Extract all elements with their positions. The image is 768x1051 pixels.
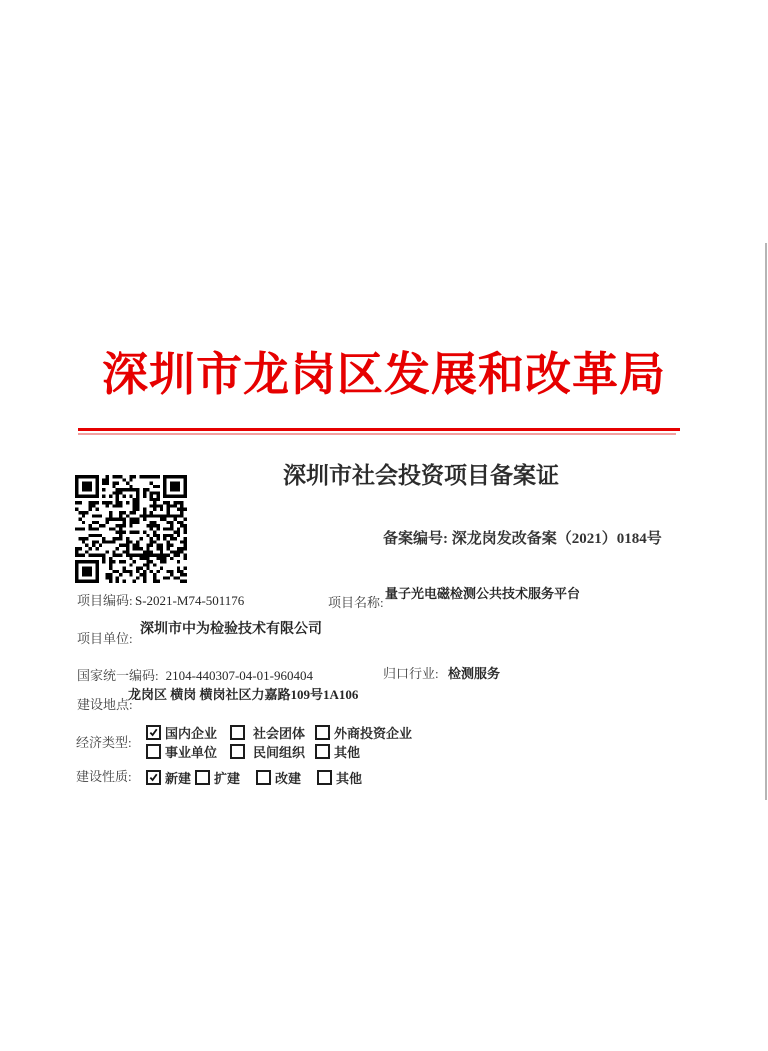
checkbox-icon <box>317 770 332 785</box>
masthead-rule-thin <box>78 433 676 435</box>
checkbox-option-social-group <box>230 723 305 742</box>
checkbox-option-label: 改建 <box>275 771 302 786</box>
checkbox-option-label: 其他 <box>336 771 363 786</box>
location-label: 建设地点: <box>77 697 133 712</box>
checkbox-option-nature-other <box>317 768 362 787</box>
construction-nature-label: 建设性质: <box>76 769 132 784</box>
project-code-label: 项目编码: <box>77 593 133 608</box>
checkbox-option-new-construction <box>146 768 191 787</box>
location-value: 龙岗区 横岗 横岗社区力嘉路109号1A106 <box>128 687 359 702</box>
checkbox-option-label: 其他 <box>334 745 361 760</box>
national-code-label: 国家统一编码: <box>77 668 159 683</box>
filing-number-value: 深龙岗发改备案（2021）0184号 <box>451 531 662 547</box>
project-unit-value: 深圳市中为检验技术有限公司 <box>140 622 322 637</box>
checkbox-icon <box>146 770 161 785</box>
checkbox-icon <box>230 744 245 759</box>
industry-value: 检测服务 <box>448 666 501 681</box>
checkbox-option-label: 民间组织 <box>253 745 306 760</box>
industry-label: 归口行业: <box>383 666 439 681</box>
checkbox-option-label: 外商投资企业 <box>334 726 413 741</box>
project-name-label: 项目名称: <box>328 595 384 610</box>
economic-type-label: 经济类型: <box>76 735 132 750</box>
project-unit-label: 项目单位: <box>77 631 133 646</box>
checkbox-option-public-institution <box>146 742 217 761</box>
checkbox-icon <box>256 770 271 785</box>
agency-title: 深圳市龙岗区发展和改革局 <box>102 349 666 400</box>
checkbox-icon <box>195 770 210 785</box>
national-code-value: 2104-440307-04-01-960404 <box>165 668 313 683</box>
project-name-value: 量子光电磁检测公共技术服务平台 <box>385 586 581 601</box>
qr-code-image <box>75 475 187 583</box>
checkbox-option-label: 扩建 <box>214 771 241 786</box>
checkbox-option-label: 新建 <box>165 771 192 786</box>
checkbox-icon <box>146 725 161 740</box>
checkbox-icon <box>146 744 161 759</box>
checkbox-icon <box>230 725 245 740</box>
certificate-title: 深圳市社会投资项目备案证 <box>283 463 559 488</box>
filing-number-label: 备案编号: <box>383 531 448 547</box>
checkbox-option-label: 国内企业 <box>165 726 218 741</box>
checkbox-option-economic-other <box>315 742 360 761</box>
filing-number-line <box>383 531 662 548</box>
national-code-row <box>77 667 313 685</box>
masthead-rule-thick <box>78 428 680 431</box>
checkbox-option-label: 社会团体 <box>253 726 306 741</box>
qr-code <box>75 475 187 583</box>
check-icon <box>149 773 158 782</box>
checkbox-icon <box>315 725 330 740</box>
checkbox-icon <box>315 744 330 759</box>
checkbox-option-foreign-invested <box>315 723 412 742</box>
checkbox-option-domestic-enterprise <box>146 723 217 742</box>
project-code-value: S-2021-M74-501176 <box>135 593 245 608</box>
checkbox-option-label: 事业单位 <box>165 745 218 760</box>
checkbox-option-civil-organization <box>230 742 305 761</box>
checkbox-option-expansion <box>195 768 240 787</box>
check-icon <box>149 728 158 737</box>
checkbox-option-reconstruction <box>256 768 301 787</box>
page-edge-line <box>765 243 767 800</box>
